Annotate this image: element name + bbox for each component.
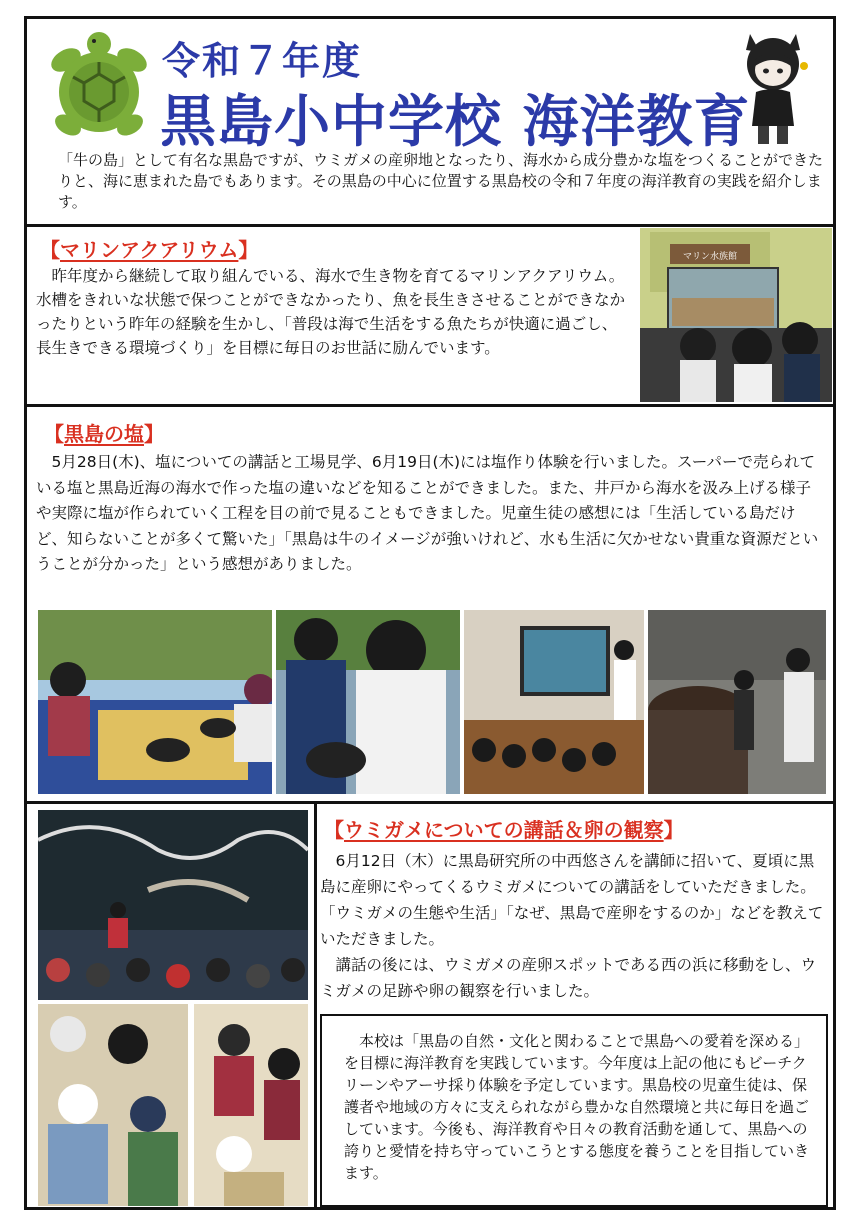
turtle-paragraph-1: 6月12日（木）に黒島研究所の中西悠さんを講師に招いて、夏頃に黒島に産卵にやってくるウミガメについての講話をしていただきました。「ウミガメの生態や生活」「なぜ、黒島で産卵をするのか」などを教えていただきました。: [320, 852, 824, 948]
divider: [24, 224, 836, 227]
aquarium-heading: [40, 234, 258, 263]
divider: [314, 804, 317, 1210]
school-title: 黒島小中学校 海洋教育: [160, 90, 751, 155]
salt-photo-1: [38, 610, 272, 794]
summary-text: 本校は「黒島の自然・文化と関わることで黒島への愛着を深める」を目標に海洋教育を実践しています。今年度は上記の他にもビーチクリーンやアーサ採り体験を予定しています。黒島校の児童生徒は、保護者や地域の方々に支えられながら豊かな自然環境と共に毎日を過ごしています。今後も、海洋教育や日々の教育活動を通して、黒島への誇りと愛情を持ち守っていこうとする態度を養うことを目指していきます。: [344, 1032, 810, 1182]
divider: [24, 801, 836, 804]
salt-photo-2: [276, 610, 460, 794]
turtle-heading: [324, 814, 684, 843]
heading-label: マリンアクアリウム: [60, 238, 239, 262]
turtle-lecture-photo: [38, 810, 308, 1000]
mascot-character: [728, 26, 818, 148]
heading-bracket: 】: [238, 238, 259, 262]
aquarium-sign: マリン水族館: [682, 252, 738, 262]
aquarium-body: 昨年度から継続して取り組んでいる、海水で生き物を育てるマリンアクアリウム。水槽をきれいな状態で保つことができなかったり、魚を長生きさせることができなかったりという昨年の経験を生かし、「普段は海で生活をする魚たちが快適に過ごし、長生きできる環境づくり」を目標に毎日のお世話に励んでいます。: [36, 267, 626, 357]
turtle-beach-photo-1: [38, 1004, 188, 1206]
aquarium-photo: [640, 228, 832, 402]
heading-label: ウミガメについての講話＆卵の観察: [344, 818, 664, 842]
heading-bracket: 【: [324, 818, 344, 842]
salt-body: 5月28日(木)、塩についての講話と工場見学、6月19日(木)には塩作り体験を行いました。スーパーで売られている塩と黒島近海の海水で作った塩の違いなどを知ることができました。また、井戸から海水を汲み上げる様子や実際に塩が作られていく工程を目の前で見ることもできました。児童生徒の感想には「生活している島だけど、知らないことが多くて驚いた」「黒島は牛のイメージが強いけれど、水も生活に欠かせない貴重な資源だということが分かった」という感想がありました。: [36, 453, 819, 573]
salt-photo-4: [648, 610, 826, 794]
turtle-paragraph-2: 講話の後には、ウミガメの産卵スポットである西の浜に移動をし、ウミガメの足跡や卵の観察を行いました。: [320, 956, 817, 1000]
heading-bracket: 】: [663, 818, 684, 842]
salt-photo-3: [464, 610, 644, 794]
summary-box: [320, 1014, 828, 1207]
turtle-body: [320, 848, 824, 1004]
year-title: 令和７年度: [162, 39, 363, 83]
heading-label: 黒島の塩: [64, 422, 144, 446]
heading-bracket: 【: [44, 422, 64, 446]
sea-turtle-logo: [48, 30, 148, 148]
divider: [24, 404, 836, 407]
heading-bracket: 】: [144, 422, 164, 446]
salt-heading: [44, 418, 164, 447]
heading-bracket: 【: [40, 238, 60, 262]
turtle-beach-photo-2: [194, 1004, 308, 1206]
intro-paragraph: 「牛の島」として有名な黒島ですが、ウミガメの産卵地となったり、海水から成分豊かな塩をつくることができたりと、海に恵まれた島でもあります。その黒島の中心に位置する黒島校の令和７年度の海洋教育の実践を紹介します。: [58, 151, 824, 211]
